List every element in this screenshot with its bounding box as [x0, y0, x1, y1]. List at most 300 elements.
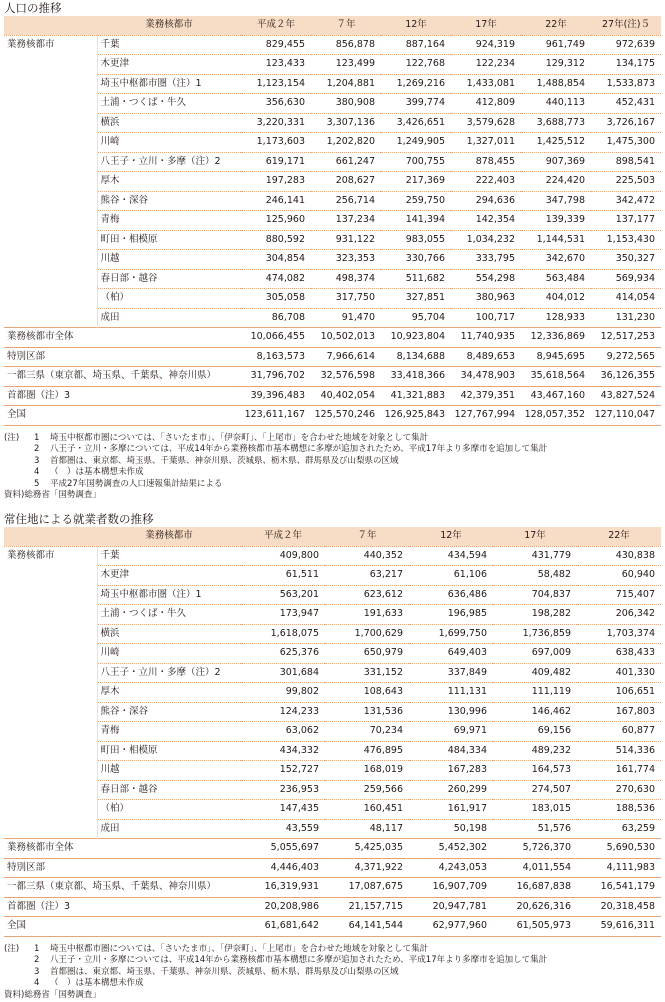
value-cell: 191,633 — [363, 608, 403, 620]
value-cell: 323,353 — [335, 253, 375, 264]
table1-header: 17年 — [451, 16, 521, 35]
value-cell: 188,536 — [615, 803, 655, 815]
value-cell: 9,272,565 — [606, 350, 655, 362]
value-cell: 43,467,160 — [530, 389, 585, 401]
note-number: 4 — [34, 978, 40, 989]
city-name: 川崎 — [100, 136, 120, 147]
note-text: 埼玉中枢都市圏については、「さいたま市」、「伊奈町」、「上尾市」を合わせた地域を対象として集計 — [50, 943, 429, 954]
value-cell: 139,339 — [545, 214, 585, 225]
note-label: (注) — [4, 943, 20, 954]
value-cell: 1,425,512 — [536, 136, 585, 147]
value-cell: 347,798 — [545, 194, 585, 206]
value-cell: 636,486 — [447, 588, 487, 600]
value-cell: 3,307,136 — [326, 116, 375, 128]
table2-header: ７年 — [325, 527, 409, 546]
value-cell: 40,402,054 — [320, 389, 375, 401]
value-cell: 625,376 — [279, 647, 319, 659]
city-name: 川越 — [100, 764, 120, 776]
value-cell: 1,703,374 — [606, 627, 655, 639]
note-row — [4, 955, 665, 967]
note-row — [4, 467, 665, 479]
note-label — [4, 479, 34, 491]
value-cell: 60,877 — [621, 725, 655, 737]
value-cell: 20,947,781 — [432, 900, 487, 912]
city-name: （柏） — [100, 803, 130, 815]
value-cell: 409,482 — [531, 666, 571, 678]
summary-name: 全国 — [7, 409, 27, 420]
area-label: 業務核都市 — [4, 35, 97, 328]
value-cell: 8,134,688 — [396, 350, 445, 362]
table-row — [4, 152, 661, 172]
city-name: 厚木 — [100, 686, 120, 698]
value-cell: 452,431 — [615, 97, 655, 108]
value-cell: 305,058 — [265, 292, 305, 303]
table1-header: 平成２年 — [241, 16, 311, 35]
value-cell: 123,433 — [265, 58, 305, 69]
population-table — [4, 16, 661, 426]
value-cell: 1,034,232 — [466, 233, 515, 245]
value-cell: 898,541 — [615, 155, 655, 167]
city-name: 町田・相模原 — [100, 233, 158, 245]
table-row — [4, 780, 661, 800]
table-row — [4, 250, 661, 270]
value-cell: 342,670 — [545, 253, 585, 264]
note-label — [4, 978, 34, 990]
value-cell: 638,433 — [615, 647, 655, 659]
value-cell: 3,726,167 — [606, 116, 655, 128]
value-cell: 61,505,973 — [516, 920, 571, 932]
table1-header: 業務核都市 — [97, 16, 241, 35]
value-cell: 131,230 — [615, 311, 655, 323]
value-cell: 1,123,154 — [256, 77, 305, 89]
value-cell: 183,015 — [531, 803, 571, 815]
value-cell: 259,566 — [363, 783, 403, 795]
city-name: 成田 — [100, 822, 120, 834]
value-cell: 554,298 — [475, 272, 515, 284]
value-cell: 887,164 — [405, 38, 445, 50]
area-label: 業務核都市 — [4, 546, 97, 839]
summary-name: 一都三県（東京都、埼玉県、千葉県、神奈川県） — [7, 370, 217, 381]
table-row — [4, 269, 661, 289]
value-cell: 61,681,642 — [264, 920, 319, 932]
value-cell: 434,594 — [447, 549, 487, 561]
value-cell: 208,627 — [335, 175, 375, 186]
note-number: 2 — [34, 955, 40, 966]
table-row — [4, 55, 661, 75]
value-cell: 8,163,573 — [256, 350, 305, 362]
table-row — [4, 94, 661, 114]
value-cell: 563,201 — [279, 588, 319, 600]
value-cell: 42,379,351 — [460, 389, 515, 401]
employment-table — [4, 527, 661, 937]
city-name: 青梅 — [100, 214, 120, 225]
city-name: 横浜 — [100, 116, 120, 128]
value-cell: 43,559 — [285, 822, 319, 834]
value-cell: 661,247 — [335, 155, 375, 167]
summary-row — [4, 386, 661, 406]
value-cell: 274,507 — [531, 783, 571, 795]
table-row — [4, 113, 661, 133]
value-cell: 51,576 — [537, 822, 571, 834]
source-text: 総務省「国勢調査」 — [24, 490, 101, 501]
value-cell: 35,618,564 — [530, 370, 585, 381]
value-cell: 69,156 — [537, 725, 571, 737]
value-cell: 39,396,483 — [250, 389, 305, 401]
value-cell: 134,175 — [615, 58, 655, 69]
value-cell: 91,470 — [341, 311, 375, 323]
value-cell: 256,714 — [335, 194, 375, 206]
value-cell: 152,727 — [279, 764, 319, 776]
table2-header-row — [4, 527, 661, 546]
value-cell: 100,717 — [475, 311, 515, 323]
value-cell: 511,682 — [405, 272, 445, 284]
value-cell: 161,917 — [447, 803, 487, 815]
value-cell: 259,750 — [405, 194, 445, 206]
value-cell: 64,141,544 — [348, 920, 403, 932]
value-cell: 5,690,530 — [606, 842, 655, 854]
value-cell: 61,511 — [285, 569, 319, 581]
value-cell: 31,796,702 — [250, 370, 305, 381]
value-cell: 4,111,983 — [606, 861, 655, 873]
table2-header: 12年 — [409, 527, 493, 546]
table-row — [4, 133, 661, 153]
value-cell: 147,435 — [279, 803, 319, 815]
source-row — [4, 990, 665, 1002]
table-row — [4, 624, 661, 644]
value-cell: 106,651 — [615, 686, 655, 698]
value-cell: 63,217 — [369, 569, 403, 581]
value-cell: 301,684 — [279, 666, 319, 678]
table-row — [4, 546, 661, 566]
source-label: 資料) — [4, 989, 25, 1000]
summary-row — [4, 367, 661, 387]
value-cell: 401,330 — [615, 666, 655, 678]
note-text: 埼玉中枢都市圏については、「さいたま市」、「伊奈町」、「上尾市」を合わせた地域を対象として集計 — [50, 432, 429, 443]
value-cell: 41,321,883 — [390, 389, 445, 401]
city-name: 埼玉中枢都市圏（注）1 — [100, 77, 202, 89]
value-cell: 69,971 — [453, 725, 487, 737]
value-cell: 3,220,331 — [256, 116, 305, 128]
note-row — [4, 978, 665, 990]
note-text: 八王子・立川・多摩については、平成14年から業務核都市基本構想に多摩が追加されたため、平成17年より多摩市を追加して集計 — [50, 955, 548, 966]
value-cell: 907,369 — [545, 155, 585, 167]
value-cell: 130,996 — [447, 705, 487, 717]
value-cell: 161,774 — [615, 764, 655, 776]
note-row — [4, 433, 665, 445]
summary-row — [4, 897, 661, 917]
value-cell: 131,536 — [363, 705, 403, 717]
note-text: 首都圏は、東京都、埼玉県、千葉県、神奈川県、茨城県、栃木県、群馬県及び山梨県の区域 — [50, 455, 399, 466]
value-cell: 16,907,709 — [432, 881, 487, 893]
value-cell: 431,779 — [531, 549, 571, 561]
value-cell: 414,054 — [615, 292, 655, 303]
city-name: 横浜 — [100, 627, 120, 639]
summary-row — [4, 917, 661, 937]
value-cell: 704,837 — [531, 588, 571, 600]
value-cell: 111,119 — [531, 686, 571, 698]
value-cell: 1,249,905 — [396, 136, 445, 147]
value-cell: 127,110,047 — [594, 409, 655, 420]
city-name: 八王子・立川・多摩（注）2 — [100, 155, 221, 167]
value-cell: 236,953 — [279, 783, 319, 795]
value-cell: 476,895 — [363, 744, 403, 756]
note-row — [4, 944, 665, 956]
value-cell: 399,774 — [405, 97, 445, 108]
value-cell: 206,342 — [615, 608, 655, 620]
value-cell: 60,940 — [621, 569, 655, 581]
note-label — [4, 456, 34, 468]
value-cell: 829,455 — [265, 38, 305, 50]
value-cell: 7,966,614 — [326, 350, 375, 362]
value-cell: 4,446,403 — [270, 861, 319, 873]
value-cell: 12,517,253 — [600, 331, 655, 342]
value-cell: 333,795 — [475, 253, 515, 264]
value-cell: 63,062 — [285, 725, 319, 737]
note-label — [4, 444, 34, 456]
value-cell: 124,233 — [279, 705, 319, 717]
value-cell: 16,687,838 — [516, 881, 571, 893]
summary-row — [4, 406, 661, 426]
note-label — [4, 955, 34, 967]
table-row — [4, 702, 661, 722]
value-cell: 164,573 — [531, 764, 571, 776]
city-name: 成田 — [100, 311, 120, 323]
value-cell: 1,736,859 — [522, 627, 571, 639]
table-row — [4, 741, 661, 761]
table-row — [4, 191, 661, 211]
summary-row — [4, 328, 661, 348]
value-cell: 4,371,922 — [354, 861, 403, 873]
value-cell: 128,933 — [545, 311, 585, 323]
table-row — [4, 585, 661, 605]
value-cell: 61,106 — [453, 569, 487, 581]
note-number: 5 — [34, 478, 40, 489]
value-cell: 715,407 — [615, 588, 655, 600]
value-cell: 697,009 — [531, 647, 571, 659]
city-name: 春日部・越谷 — [100, 783, 158, 795]
city-name: 木更津 — [100, 569, 130, 581]
value-cell: 489,232 — [531, 744, 571, 756]
value-cell: 20,626,316 — [516, 900, 571, 912]
value-cell: 197,283 — [265, 175, 305, 186]
value-cell: 514,336 — [615, 744, 655, 756]
value-cell: 122,768 — [405, 58, 445, 69]
value-cell: 142,354 — [475, 214, 515, 225]
value-cell: 356,630 — [265, 97, 305, 108]
value-cell: 21,157,715 — [348, 900, 403, 912]
value-cell: 123,611,167 — [244, 409, 305, 420]
table-row — [4, 289, 661, 309]
city-name: 川崎 — [100, 647, 120, 659]
table2-header: 22年 — [577, 527, 661, 546]
value-cell: 59,616,311 — [600, 920, 655, 932]
table2-header: 平成２年 — [241, 527, 325, 546]
value-cell: 168,019 — [363, 764, 403, 776]
value-cell: 649,403 — [447, 647, 487, 659]
value-cell: 10,502,013 — [320, 331, 375, 342]
summary-name: 一都三県（東京都、埼玉県、千葉県、神奈川県） — [7, 881, 217, 893]
value-cell: 4,243,053 — [438, 861, 487, 873]
value-cell: 1,202,820 — [326, 136, 375, 147]
table1-header: 22年 — [521, 16, 591, 35]
value-cell: 127,767,994 — [454, 409, 515, 420]
value-cell: 327,851 — [405, 292, 445, 303]
table1-title: 人口の推移 — [4, 1, 62, 15]
value-cell: 1,700,629 — [354, 627, 403, 639]
value-cell: 141,394 — [405, 214, 445, 225]
table-row — [4, 605, 661, 625]
value-cell: 125,570,246 — [314, 409, 375, 420]
value-cell: 16,541,179 — [600, 881, 655, 893]
value-cell: 337,849 — [447, 666, 487, 678]
value-cell: 931,122 — [335, 233, 375, 245]
note-number: 4 — [34, 467, 40, 478]
value-cell: 650,979 — [363, 647, 403, 659]
note-label — [4, 967, 34, 979]
value-cell: 474,082 — [265, 272, 305, 284]
table1-body — [4, 35, 661, 425]
value-cell: 430,838 — [615, 549, 655, 561]
value-cell: 880,592 — [265, 233, 305, 245]
value-cell: 58,482 — [537, 569, 571, 581]
value-cell: 16,319,931 — [264, 881, 319, 893]
note-number: 1 — [34, 943, 40, 954]
value-cell: 924,319 — [475, 38, 515, 50]
summary-row — [4, 839, 661, 859]
summary-row — [4, 878, 661, 898]
value-cell: 983,055 — [405, 233, 445, 245]
value-cell: 380,908 — [335, 97, 375, 108]
value-cell: 32,576,598 — [320, 370, 375, 381]
value-cell: 1,327,011 — [466, 136, 515, 147]
note-number: 1 — [34, 432, 40, 443]
value-cell: 20,208,986 — [264, 900, 319, 912]
table-row — [4, 722, 661, 742]
value-cell: 198,282 — [531, 608, 571, 620]
value-cell: 440,352 — [363, 549, 403, 561]
value-cell: 404,012 — [545, 292, 585, 303]
value-cell: 294,636 — [475, 194, 515, 206]
value-cell: 224,420 — [545, 175, 585, 186]
value-cell: 972,639 — [615, 38, 655, 50]
value-cell: 260,299 — [447, 783, 487, 795]
note-number: 2 — [34, 444, 40, 455]
value-cell: 63,259 — [621, 822, 655, 834]
value-cell: 331,152 — [363, 666, 403, 678]
value-cell: 225,503 — [615, 175, 655, 186]
value-cell: 11,740,935 — [460, 331, 515, 342]
note-row — [4, 456, 665, 468]
table-row — [4, 230, 661, 250]
value-cell: 1,269,216 — [396, 77, 445, 89]
table2-notes — [4, 944, 665, 1002]
value-cell: 8,945,695 — [536, 350, 585, 362]
value-cell: 20,318,458 — [600, 900, 655, 912]
city-name: 木更津 — [100, 58, 130, 69]
note-text: 八王子・立川・多摩については、平成14年から業務核都市基本構想に多摩が追加されたため、平成17年より多摩市を追加して集計 — [50, 444, 548, 455]
value-cell: 563,484 — [545, 272, 585, 284]
value-cell: 125,960 — [265, 214, 305, 225]
value-cell: 3,579,628 — [466, 116, 515, 128]
city-name: 土浦・つくば・牛久 — [100, 97, 187, 108]
city-name: 千葉 — [100, 38, 120, 50]
table2-title: 常住地による就業者数の推移 — [4, 512, 154, 527]
value-cell: 146,462 — [531, 705, 571, 717]
summary-name: 全国 — [7, 920, 27, 932]
value-cell: 1,153,430 — [606, 233, 655, 245]
note-row — [4, 479, 665, 491]
value-cell: 160,451 — [363, 803, 403, 815]
value-cell: 8,489,653 — [466, 350, 515, 362]
table-row — [4, 761, 661, 781]
table1-header-row — [4, 16, 661, 35]
value-cell: 62,977,960 — [432, 920, 487, 932]
table-row — [4, 663, 661, 683]
value-cell: 108,643 — [363, 686, 403, 698]
value-cell: 434,332 — [279, 744, 319, 756]
table-row — [4, 172, 661, 192]
note-row — [4, 967, 665, 979]
value-cell: 342,472 — [615, 194, 655, 206]
note-number: 3 — [34, 455, 40, 466]
summary-name: 特別区部 — [7, 861, 46, 873]
value-cell: 623,612 — [363, 588, 403, 600]
note-number: 3 — [34, 966, 40, 977]
value-cell: 1,699,750 — [438, 627, 487, 639]
value-cell: 412,809 — [475, 97, 515, 108]
value-cell: 167,283 — [447, 764, 487, 776]
value-cell: 3,426,651 — [396, 116, 445, 128]
value-cell: 380,963 — [475, 292, 515, 303]
value-cell: 196,985 — [447, 608, 487, 620]
note-row — [4, 444, 665, 456]
table1-header: ７年 — [311, 16, 381, 35]
table-row — [4, 819, 661, 839]
value-cell: 5,452,302 — [438, 842, 487, 854]
value-cell: 48,117 — [369, 822, 403, 834]
note-text: （ ）は基本構想未作成 — [50, 467, 144, 478]
value-cell: 1,144,531 — [536, 233, 585, 245]
value-cell: 222,403 — [475, 175, 515, 186]
value-cell: 350,327 — [615, 253, 655, 264]
city-name: 土浦・つくば・牛久 — [100, 608, 187, 620]
city-name: 八王子・立川・多摩（注）2 — [100, 666, 221, 678]
value-cell: 498,374 — [335, 272, 375, 284]
summary-name: 業務核都市全体 — [7, 842, 74, 854]
value-cell: 270,630 — [615, 783, 655, 795]
summary-name: 首都圏（注）3 — [7, 389, 71, 401]
source-row — [4, 490, 665, 502]
summary-row — [4, 347, 661, 367]
value-cell: 5,055,697 — [270, 842, 319, 854]
table-row — [4, 74, 661, 94]
value-cell: 1,533,873 — [606, 77, 655, 89]
value-cell: 1,618,075 — [270, 627, 319, 639]
value-cell: 217,369 — [405, 175, 445, 186]
value-cell: 50,198 — [453, 822, 487, 834]
summary-name: 業務核都市全体 — [7, 331, 74, 342]
value-cell: 99,802 — [285, 686, 319, 698]
note-text: 首都圏は、東京都、埼玉県、千葉県、神奈川県、茨城県、栃木県、群馬県及び山梨県の区域 — [50, 966, 399, 977]
table1-notes — [4, 433, 665, 503]
value-cell: 36,126,355 — [600, 370, 655, 381]
value-cell: 70,234 — [369, 725, 403, 737]
value-cell: 3,688,773 — [536, 116, 585, 128]
value-cell: 1,488,854 — [536, 77, 585, 89]
value-cell: 1,173,603 — [256, 136, 305, 147]
table1-header: 12年 — [381, 16, 451, 35]
value-cell: 128,057,352 — [524, 409, 585, 420]
